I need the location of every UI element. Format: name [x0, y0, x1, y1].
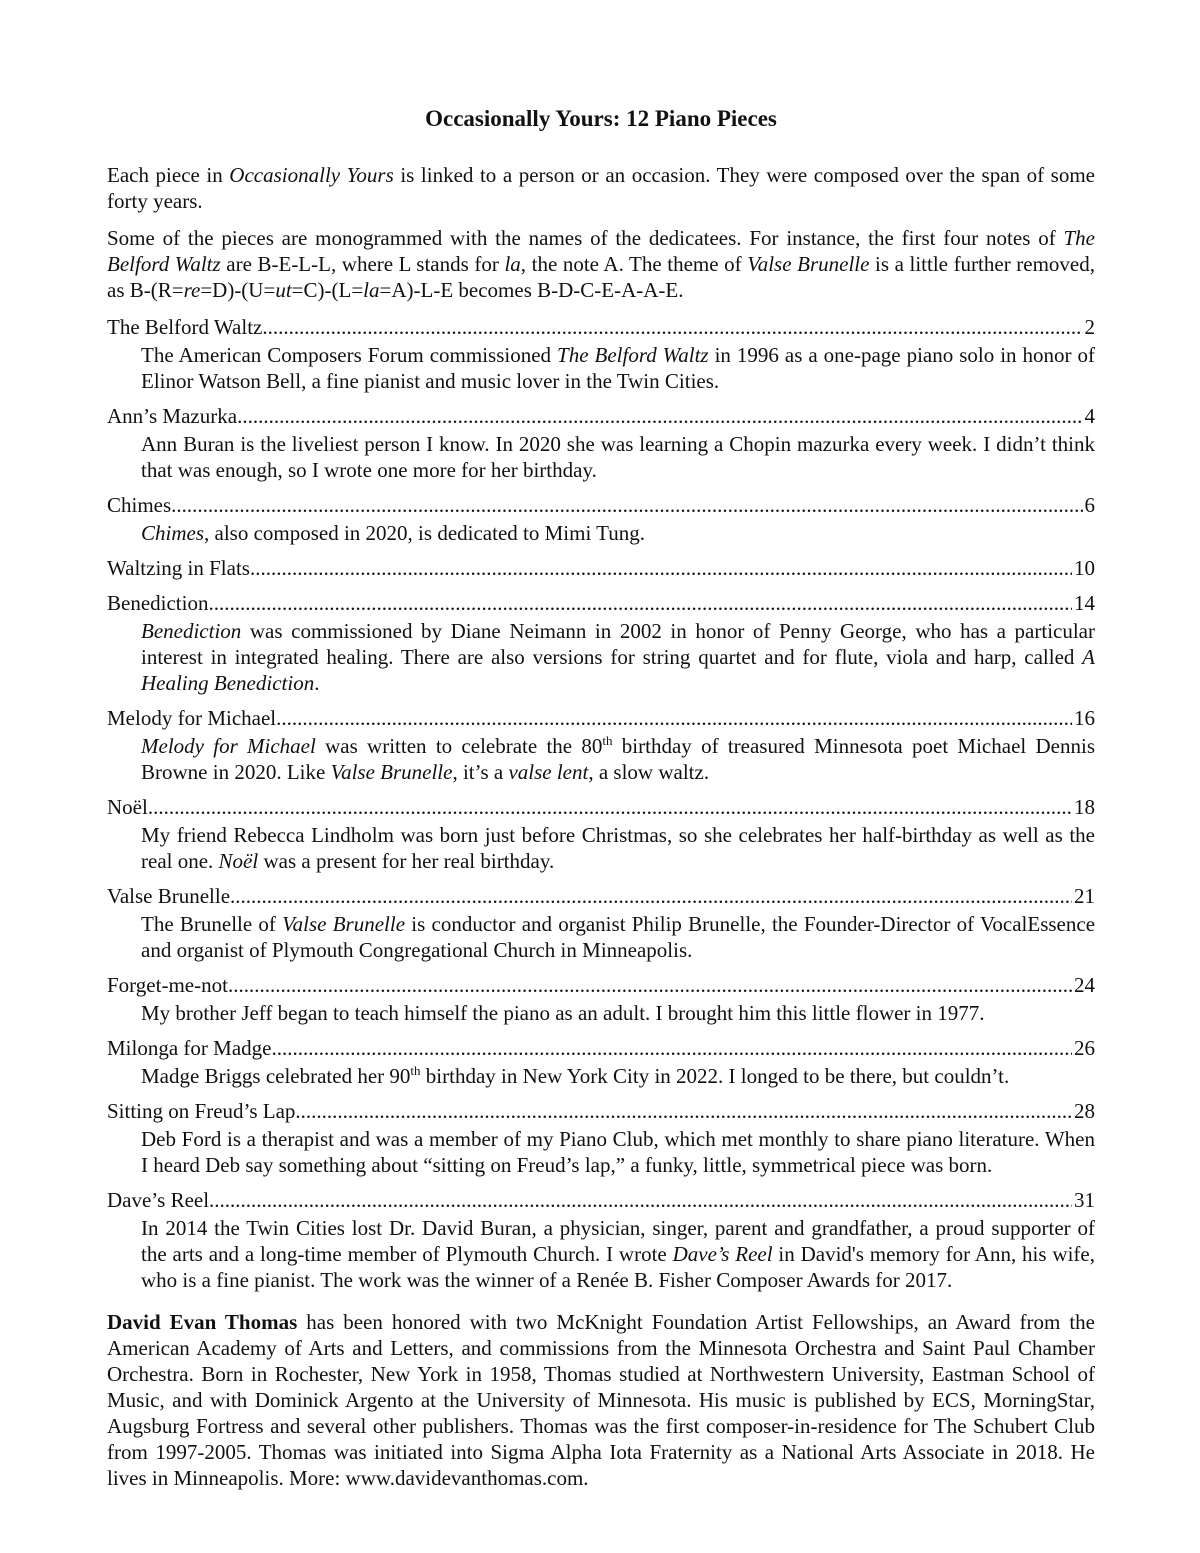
- text-segment: Chimes: [141, 521, 204, 545]
- text-segment: Noël: [218, 849, 259, 873]
- text-segment: is conductor and organist Philip Brunelle, the Founder-Director of VocalEssence and organist of Plymouth Congregational Church in Minneapolis.: [141, 912, 1096, 962]
- text-segment: Ann Buran is the liveliest person I know. In 2020 she was learning a Chopin mazurka every week. I didn’t think that was enough, so I wrote one more for her birthday.: [141, 432, 1095, 482]
- toc-description: [141, 342, 1095, 394]
- text-segment: Occasionally Yours: [229, 163, 394, 187]
- text-segment: Dave’s Reel: [672, 1242, 773, 1266]
- text-segment: =C)-(L=: [291, 278, 364, 302]
- toc-dot-leader: [208, 590, 1072, 616]
- text-segment: la: [363, 278, 380, 302]
- toc-line: [107, 1035, 1095, 1061]
- toc-entry: [107, 590, 1095, 696]
- text-segment: Valse Brunelle: [747, 252, 870, 276]
- text-segment: The Brunelle of: [141, 912, 283, 936]
- toc-description: [141, 520, 1095, 546]
- toc-page-number: 21: [1074, 884, 1095, 908]
- text-segment: Each piece in: [107, 163, 230, 187]
- text-segment: was a present for her real birthday.: [258, 849, 555, 873]
- text-segment: In 2014 the Twin Cities lost Dr. David Buran, a physician, singer, parent and grandfather, a proud supporter of the arts and a long-time member of Plymouth Church. I wrote: [141, 1216, 1095, 1266]
- toc-dot-leader: [262, 314, 1082, 340]
- intro-paragraph-2: [107, 225, 1095, 303]
- toc-description: [141, 618, 1095, 696]
- text-segment: Melody for Michael: [141, 734, 316, 758]
- text-segment: , it’s a: [452, 760, 509, 784]
- toc-dot-leader: [271, 1035, 1072, 1061]
- text-segment: birthday of treasured Minnesota poet Michael Dennis Browne in 2020. Like: [141, 734, 1096, 784]
- toc-entry: [107, 794, 1095, 874]
- text-segment: was written to celebrate the 80: [315, 734, 603, 758]
- text-segment: The Belford Waltz: [107, 226, 1095, 276]
- toc-page-number: 28: [1074, 1099, 1095, 1123]
- toc-piece-title: Waltzing in Flats: [107, 556, 250, 580]
- toc-dot-leader: [230, 883, 1072, 909]
- text-segment: A Healing Benediction: [141, 645, 1095, 695]
- text-segment: re: [183, 278, 201, 302]
- document-title: Occasionally Yours: 12 Piano Pieces: [425, 106, 777, 131]
- toc-page-number: 16: [1074, 706, 1095, 730]
- text-segment: My brother Jeff began to teach himself the piano as an adult. I brought him this little flower in 1977.: [141, 1001, 985, 1025]
- text-segment: Valse Brunelle: [282, 912, 406, 936]
- toc-description: [141, 911, 1095, 963]
- text-segment: The American Composers Forum commissioned: [141, 343, 558, 367]
- toc-entry: [107, 492, 1095, 546]
- toc-description: [141, 1063, 1095, 1089]
- toc-description: [141, 1000, 1095, 1026]
- toc-dot-leader: [209, 1187, 1072, 1213]
- text-segment: .: [314, 671, 320, 695]
- text-segment: is linked to a person or an occasion. They were composed over the span of some forty years.: [107, 163, 1095, 213]
- text-segment: valse lent: [508, 760, 589, 784]
- text-segment: Benediction: [141, 619, 242, 643]
- toc-dot-leader: [250, 555, 1072, 581]
- intro-paragraph-1: [107, 162, 1095, 214]
- text-segment: ut: [275, 278, 292, 302]
- text-segment: Valse Brunelle: [330, 760, 453, 784]
- toc-line: [107, 1187, 1095, 1213]
- toc-piece-title: Benediction: [107, 591, 209, 615]
- toc-dot-leader: [148, 794, 1072, 820]
- toc-page-number: 26: [1074, 1036, 1095, 1060]
- toc-description: [141, 822, 1095, 874]
- text-segment: are B-E-L-L, where L stands for: [220, 252, 505, 276]
- text-segment: David Evan Thomas: [107, 1310, 298, 1334]
- composer-bio: [107, 1309, 1095, 1491]
- toc-line: [107, 705, 1095, 731]
- toc-line: [107, 403, 1095, 429]
- text-segment: th: [410, 1063, 421, 1078]
- text-segment: th: [602, 733, 613, 748]
- toc-piece-title: Noël: [107, 795, 148, 819]
- toc-page-number: 24: [1074, 973, 1095, 997]
- toc-line: [107, 555, 1095, 581]
- toc-entry: [107, 705, 1095, 785]
- text-segment: , also composed in 2020, is dedicated to Mimi Tung.: [204, 521, 645, 545]
- text-segment: has been honored with two McKnight Foundation Artist Fellowships, an Award from the American Academy of Arts and Letters, and commissions from the Minnesota Orchestra and Saint Paul Chamber Orchestra. Born in Rochester, New York in 1958, Thomas studied at Northwestern University, Eastman School of Music, and with Dominick Argento at the University of Minnesota. His music is published by ECS, MorningStar, Augsburg Fortress and several other publishers. Thomas was the first composer-in-residence for The Schubert Club from 1997-2005. Thomas was initiated into Sigma Alpha Iota Fraternity as a National Arts Associate in 2018. He lives in Minneapolis. More: www.davidevanthomas.com.: [107, 1310, 1095, 1490]
- toc-page-number: 4: [1084, 404, 1095, 428]
- toc-piece-title: Milonga for Madge: [107, 1036, 272, 1060]
- toc-dot-leader: [237, 403, 1082, 429]
- toc-description: [141, 1215, 1095, 1293]
- toc-page-number: 14: [1074, 591, 1095, 615]
- toc-piece-title: The Belford Waltz: [107, 315, 263, 339]
- toc-description: [141, 733, 1095, 785]
- text-segment: is a little further removed, as B-(R=: [107, 252, 1095, 302]
- text-segment: Some of the pieces are monogrammed with the names of the dedicatees. For instance, the first four notes of: [107, 226, 1064, 250]
- toc-entry: [107, 403, 1095, 483]
- toc-entry: [107, 1098, 1095, 1178]
- table-of-contents: [107, 314, 1095, 1293]
- toc-piece-title: Valse Brunelle: [107, 884, 231, 908]
- toc-dot-leader: [228, 972, 1072, 998]
- text-segment: My friend Rebecca Lindholm was born just before Christmas, so she celebrates her half-birthday as well as the real one.: [141, 823, 1095, 873]
- toc-piece-title: Melody for Michael: [107, 706, 277, 730]
- text-segment: =D)-(U=: [200, 278, 276, 302]
- toc-entry: [107, 883, 1095, 963]
- text-segment: was commissioned by Diane Neimann in 2002 in honor of Penny George, who has a particular interest in integrated healing. There are also versions for string quartet and for flute, viola and harp, called: [141, 619, 1095, 669]
- toc-page-number: 6: [1084, 493, 1095, 517]
- text-segment: Deb Ford is a therapist and was a member of my Piano Club, which met monthly to share piano literature. When I heard Deb say something about “sitting on Freud’s lap,” a funky, little, symmetrical piece was born.: [141, 1127, 1095, 1177]
- toc-page-number: 2: [1084, 315, 1095, 339]
- toc-dot-leader: [295, 1098, 1072, 1124]
- toc-entry: [107, 1035, 1095, 1089]
- text-segment: in 1996 as a one-page piano solo in honor of Elinor Watson Bell, a fine pianist and music lover in the Twin Cities.: [141, 343, 1095, 393]
- toc-line: [107, 972, 1095, 998]
- toc-piece-title: Chimes: [107, 493, 172, 517]
- toc-line: [107, 314, 1095, 340]
- toc-description: [141, 1126, 1095, 1178]
- toc-page-number: 18: [1074, 795, 1095, 819]
- text-segment: =A)-L-E becomes B-D-C-E-A-A-E.: [379, 278, 684, 302]
- text-segment: la: [504, 252, 521, 276]
- toc-entry: [107, 1187, 1095, 1293]
- toc-line: [107, 1098, 1095, 1124]
- toc-entry: [107, 314, 1095, 394]
- text-segment: birthday in New York City in 2022. I longed to be there, but couldn’t.: [420, 1064, 1010, 1088]
- toc-page-number: 10: [1074, 556, 1095, 580]
- toc-piece-title: Sitting on Freud’s Lap: [107, 1099, 296, 1123]
- text-segment: in David's memory for Ann, his wife, who is a fine pianist. The work was the winner of a Renée B. Fisher Composer Awards for 2017.: [141, 1242, 1095, 1292]
- toc-entry: [107, 555, 1095, 581]
- text-segment: Madge Briggs celebrated her 90: [141, 1064, 411, 1088]
- toc-piece-title: Forget-me-not: [107, 973, 228, 997]
- toc-line: [107, 492, 1095, 518]
- toc-piece-title: Dave’s Reel: [107, 1188, 210, 1212]
- toc-entry: [107, 972, 1095, 1026]
- toc-piece-title: Ann’s Mazurka: [107, 404, 238, 428]
- text-segment: The Belford Waltz: [557, 343, 709, 367]
- text-segment: , a slow waltz.: [588, 760, 710, 784]
- toc-page-number: 31: [1074, 1188, 1095, 1212]
- toc-dot-leader: [276, 705, 1072, 731]
- toc-description: [141, 431, 1095, 483]
- toc-line: [107, 883, 1095, 909]
- toc-line: [107, 590, 1095, 616]
- toc-dot-leader: [171, 492, 1082, 518]
- toc-line: [107, 794, 1095, 820]
- text-segment: , the note A. The theme of: [520, 252, 748, 276]
- intro-section: [107, 162, 1095, 303]
